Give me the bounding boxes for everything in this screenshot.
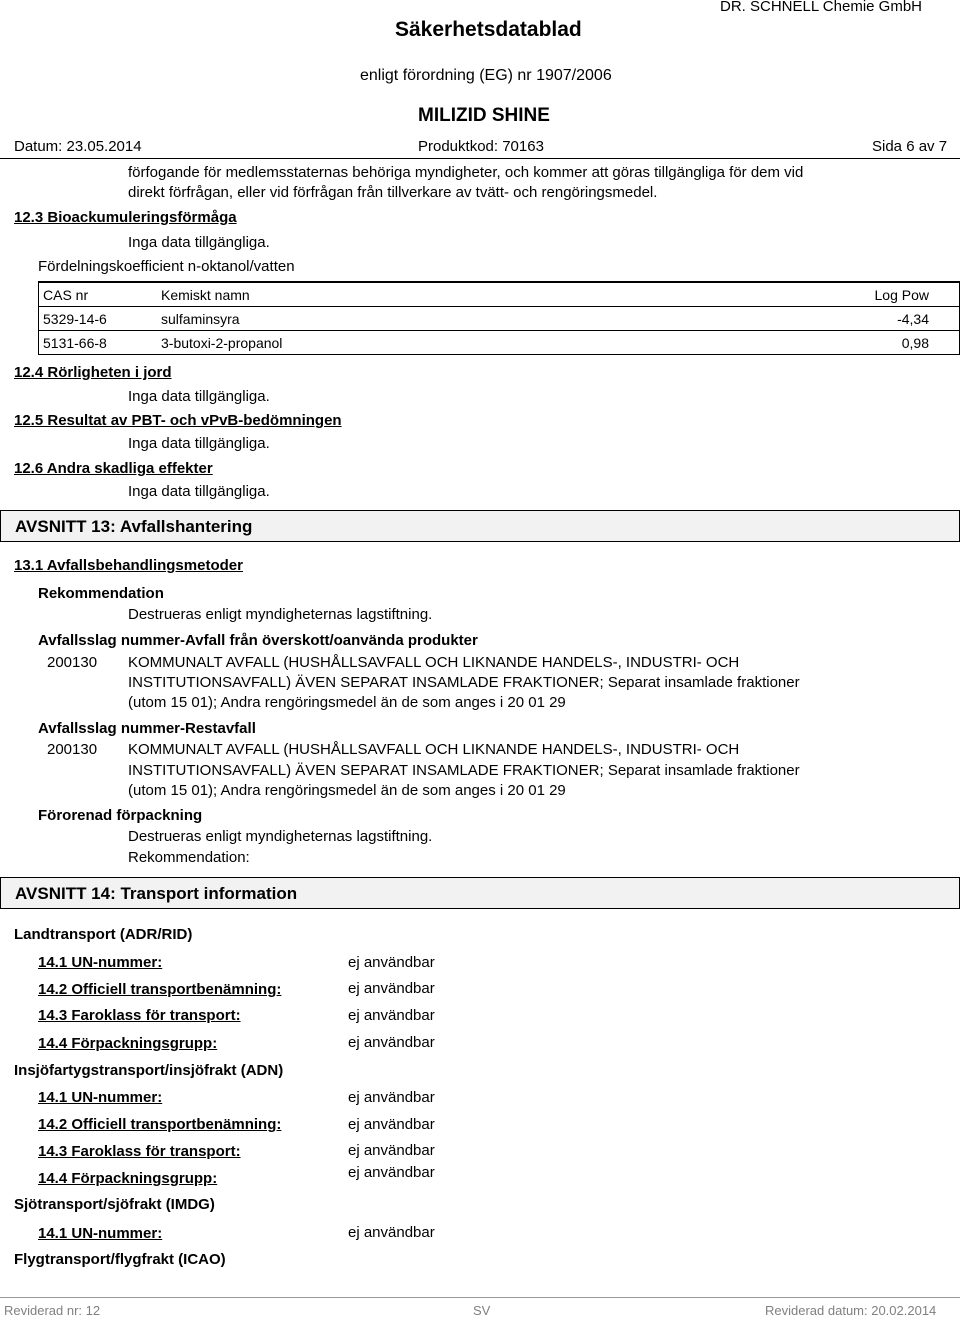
heading-12-4: 12.4 Rörligheten i jord [14, 364, 172, 381]
document-title: Säkerhetsdatablad [395, 18, 582, 41]
heading-12-6: 12.6 Andra skadliga effekter [14, 460, 213, 477]
company-name: DR. SCHNELL Chemie GmbH [720, 0, 922, 15]
cell-cas: 5131-66-8 [43, 334, 107, 351]
waste-description-residual-2: INSTITUTIONSAVFALL) ÄVEN SEPARAT INSAMLADE FRAKTIONER; Separat insamlade fraktioner [128, 762, 800, 779]
language-code: SV [473, 1303, 491, 1318]
land-shipping-name-value: ej användbar [348, 980, 435, 997]
cell-logpow: 0,98 [761, 331, 960, 355]
table-row [39, 307, 960, 331]
cell-logpow: -4,34 [761, 307, 960, 331]
inland-packing-group-value: ej användbar [348, 1164, 435, 1181]
inland-hazard-class-value: ej användbar [348, 1142, 435, 1159]
land-packing-group-value: ej användbar [348, 1034, 435, 1051]
land-hazard-class-value: ej användbar [348, 1007, 435, 1024]
sea-un-number-label: 14.1 UN-nummer: [38, 1225, 163, 1242]
cell-name: sulfaminsyra [161, 310, 240, 327]
air-transport-heading: Flygtransport/flygfrakt (ICAO) [14, 1251, 226, 1268]
waste-code-label-residual: Avfallsslag nummer-Restavfall [38, 720, 256, 737]
intro-text-line-2: direkt förfrågan, eller vid förfrågan från tillverkare av tvätt- och rengöringsmedel. [128, 184, 658, 201]
land-transport-heading: Landtransport (ADR/RID) [14, 926, 193, 943]
waste-description-surplus-1: KOMMUNALT AVFALL (HUSHÅLLSAVFALL OCH LIKNANDE HANDELS-, INDUSTRI- OCH [128, 654, 740, 671]
document-date: Datum: 23.05.2014 [14, 138, 142, 155]
section-14-header [0, 877, 960, 909]
contaminated-packaging-label: Förorenad förpackning [38, 807, 203, 824]
inland-waterway-heading: Insjöfartygstransport/insjöfrakt (ADN) [14, 1062, 284, 1079]
land-un-number-value: ej användbar [348, 954, 435, 971]
contaminated-packaging-recommendation: Rekommendation: [128, 849, 250, 866]
waste-code-label-surplus: Avfallsslag nummer-Avfall från överskott/oanvända produkter [38, 632, 478, 649]
recommendation-text: Destrueras enligt myndigheternas lagstiftning. [128, 606, 433, 623]
waste-description-residual-3: (utom 15 01); Andra rengöringsmedel än de som anges i 20 01 29 [128, 782, 566, 799]
inland-packing-group-label: 14.4 Förpackningsgrupp: [38, 1170, 218, 1187]
heading-12-3: 12.3 Bioackumuleringsförmåga [14, 209, 237, 226]
column-header-logpow: Log Pow [761, 282, 960, 307]
column-header-name: Kemiskt namn [161, 286, 250, 303]
land-shipping-name-label: 14.2 Officiell transportbenämning: [38, 981, 282, 998]
inland-hazard-class-label: 14.3 Faroklass för transport: [38, 1143, 241, 1160]
section-13-title: AVSNITT 13: Avfallshantering [15, 517, 253, 536]
waste-description-surplus-3: (utom 15 01); Andra rengöringsmedel än de som anges i 20 01 29 [128, 694, 566, 711]
inland-shipping-name-value: ej användbar [348, 1116, 435, 1133]
product-name: MILIZID SHINE [418, 105, 550, 126]
cell-name: 3-butoxi-2-propanol [161, 334, 283, 351]
heading-12-5: 12.5 Resultat av PBT- och vPvB-bedömningen [14, 412, 342, 429]
cell-cas: 5329-14-6 [43, 310, 107, 327]
partition-coefficient-table [38, 281, 960, 355]
table-header-row [39, 282, 960, 307]
text-12-4: Inga data tillgängliga. [128, 388, 270, 405]
waste-code-residual: 200130 [47, 741, 98, 758]
land-packing-group-label: 14.4 Förpackningsgrupp: [38, 1035, 218, 1052]
heading-13-1: 13.1 Avfallsbehandlingsmetoder [14, 557, 243, 574]
sea-transport-heading: Sjötransport/sjöfrakt (IMDG) [14, 1196, 215, 1213]
page-number: Sida 6 av 7 [872, 138, 948, 155]
revision-date: Reviderad datum: 20.02.2014 [765, 1303, 937, 1318]
inland-un-number-label: 14.1 UN-nummer: [38, 1089, 163, 1106]
contaminated-packaging-text: Destrueras enligt myndigheternas lagstiftning. [128, 828, 433, 845]
text-12-3: Inga data tillgängliga. [128, 234, 270, 251]
inland-un-number-value: ej användbar [348, 1089, 435, 1106]
header-divider [0, 158, 960, 159]
intro-text-line-1: förfogande för medlemsstaternas behöriga myndigheter, och kommer att göras tillgängliga för dem vid [128, 164, 804, 181]
waste-code-surplus: 200130 [47, 654, 98, 671]
regulation-reference: enligt förordning (EG) nr 1907/2006 [360, 67, 612, 84]
recommendation-label: Rekommendation [38, 585, 164, 602]
land-hazard-class-label: 14.3 Faroklass för transport: [38, 1007, 241, 1024]
revision-number: Reviderad nr: 12 [4, 1303, 101, 1318]
text-12-5: Inga data tillgängliga. [128, 435, 270, 452]
inland-shipping-name-label: 14.2 Officiell transportbenämning: [38, 1116, 282, 1133]
land-un-number-label: 14.1 UN-nummer: [38, 954, 163, 971]
table-row [39, 331, 960, 355]
text-12-6: Inga data tillgängliga. [128, 483, 270, 500]
section-13-header [0, 510, 960, 542]
waste-description-residual-1: KOMMUNALT AVFALL (HUSHÅLLSAVFALL OCH LIKNANDE HANDELS-, INDUSTRI- OCH [128, 741, 740, 758]
waste-description-surplus-2: INSTITUTIONSAVFALL) ÄVEN SEPARAT INSAMLADE FRAKTIONER; Separat insamlade fraktioner [128, 674, 800, 691]
footer-divider [0, 1297, 960, 1298]
column-header-cas: CAS nr [43, 286, 89, 303]
sea-un-number-value: ej användbar [348, 1224, 435, 1241]
product-code: Produktkod: 70163 [418, 138, 544, 155]
partition-coefficient-title: Fördelningskoefficient n-oktanol/vatten [38, 258, 295, 275]
section-14-title: AVSNITT 14: Transport information [15, 884, 298, 903]
